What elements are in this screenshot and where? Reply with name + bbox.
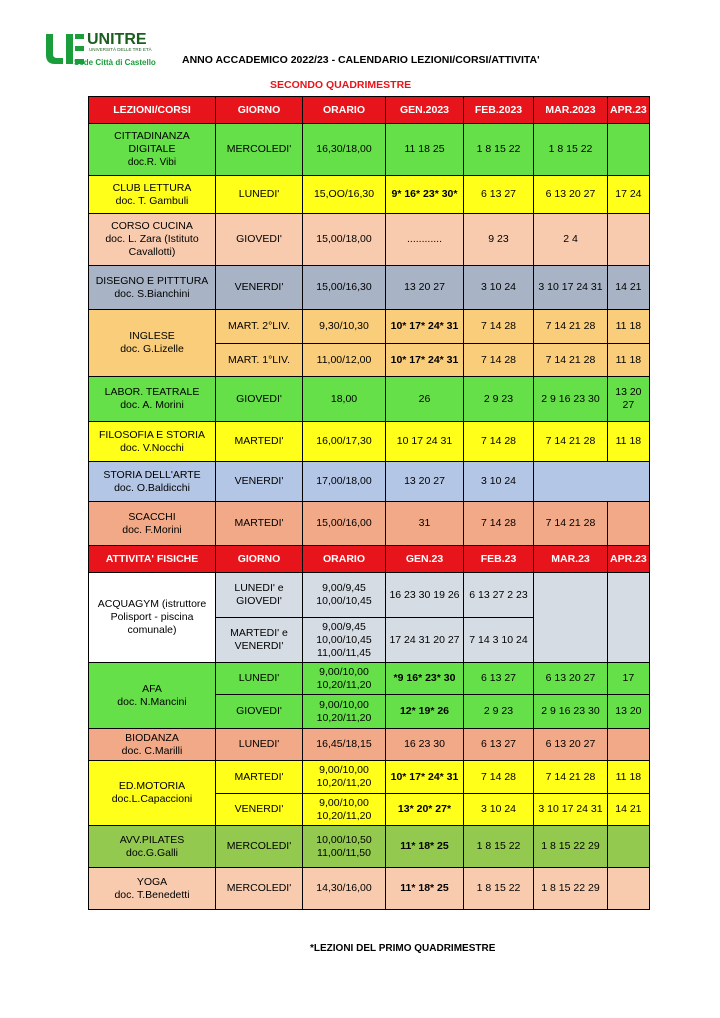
apr-cell: 17 24 bbox=[608, 176, 650, 214]
course-cell: FILOSOFIA E STORIA doc. V.Nocchi bbox=[89, 422, 216, 462]
feb-cell: 2 9 23 bbox=[464, 377, 534, 422]
day-cell: MARTEDI' bbox=[216, 761, 303, 794]
table-row bbox=[89, 868, 650, 910]
apr-cell bbox=[608, 214, 650, 266]
mar-cell: 1 8 15 22 29 bbox=[534, 868, 608, 910]
time-cell: 16,45/18,15 bbox=[303, 729, 386, 761]
feb-cell: 1 8 15 22 bbox=[464, 124, 534, 176]
gen-cell: *9 16* 23* 30 bbox=[386, 663, 464, 695]
gen-cell: 11* 18* 25 bbox=[386, 826, 464, 868]
col-header: LEZIONI/CORSI bbox=[89, 97, 216, 124]
gen-cell: 16 23 30 19 26 bbox=[386, 573, 464, 618]
col-header: GIORNO bbox=[216, 546, 303, 573]
mar-cell: 3 10 17 24 31 bbox=[534, 794, 608, 826]
course-cell: CORSO CUCINA doc. L. Zara (Istituto Cavallotti) bbox=[89, 214, 216, 266]
day-cell: VENERDI' bbox=[216, 266, 303, 310]
col-header: GEN.2023 bbox=[386, 97, 464, 124]
gen-cell: 13 20 27 bbox=[386, 266, 464, 310]
mar-cell: 7 14 21 28 bbox=[534, 422, 608, 462]
feb-cell: 7 14 28 bbox=[464, 310, 534, 344]
course-cell: DISEGNO E PITTTURA doc. S.Bianchini bbox=[89, 266, 216, 310]
course-cell: SCACCHI doc. F.Morini bbox=[89, 502, 216, 546]
header-row-activities bbox=[89, 546, 650, 573]
col-header: ORARIO bbox=[303, 546, 386, 573]
col-header: APR.23 bbox=[608, 97, 650, 124]
page-subtitle: SECONDO QUADRIMESTRE bbox=[270, 79, 412, 91]
gen-cell: 11* 18* 25 bbox=[386, 868, 464, 910]
col-header: FEB.23 bbox=[464, 546, 534, 573]
day-cell: MERCOLEDI' bbox=[216, 868, 303, 910]
apr-cell bbox=[608, 124, 650, 176]
apr-cell bbox=[608, 573, 650, 663]
course-cell: STORIA DELL'ARTE doc. O.Baldicchi bbox=[89, 462, 216, 502]
day-cell: LUNEDI' bbox=[216, 729, 303, 761]
mar-cell: 7 14 21 28 bbox=[534, 761, 608, 794]
course-cell: ACQUAGYM (istruttore Polisport - piscina comunale) bbox=[89, 573, 216, 663]
time-cell: 14,30/16,00 bbox=[303, 868, 386, 910]
feb-cell: 6 13 27 bbox=[464, 663, 534, 695]
gen-cell: 9* 16* 23* 30* bbox=[386, 176, 464, 214]
feb-cell: 6 13 27 2 23 bbox=[464, 573, 534, 618]
feb-cell: 6 13 27 bbox=[464, 176, 534, 214]
feb-cell: 7 14 3 10 24 bbox=[464, 618, 534, 663]
day-cell: GIOVEDI' bbox=[216, 214, 303, 266]
day-cell: MERCOLEDI' bbox=[216, 826, 303, 868]
feb-cell: 9 23 bbox=[464, 214, 534, 266]
mar-cell: 7 14 21 28 bbox=[534, 502, 608, 546]
course-cell: YOGA doc. T.Benedetti bbox=[89, 868, 216, 910]
unitre-logo bbox=[44, 30, 174, 72]
time-cell: 15,00/18,00 bbox=[303, 214, 386, 266]
gen-cell: 13* 20* 27* bbox=[386, 794, 464, 826]
time-cell: 9,00/9,45 10,00/10,45 11,00/11,45 bbox=[303, 618, 386, 663]
col-header: FEB.2023 bbox=[464, 97, 534, 124]
course-cell: INGLESE doc. G.Lizelle bbox=[89, 310, 216, 377]
gen-cell: 10* 17* 24* 31 bbox=[386, 310, 464, 344]
apr-cell: 11 18 bbox=[608, 344, 650, 377]
footnote: *LEZIONI DEL PRIMO QUADRIMESTRE bbox=[310, 943, 496, 954]
feb-cell: 3 10 24 bbox=[464, 794, 534, 826]
gen-cell: 10* 17* 24* 31 bbox=[386, 761, 464, 794]
course-cell: CLUB LETTURA doc. T. Gambuli bbox=[89, 176, 216, 214]
mar-cell: 3 10 17 24 31 bbox=[534, 266, 608, 310]
feb-cell: 1 8 15 22 bbox=[464, 826, 534, 868]
col-header: MAR.2023 bbox=[534, 97, 608, 124]
table-row bbox=[89, 761, 650, 794]
apr-cell bbox=[608, 502, 650, 546]
day-cell: VENERDI' bbox=[216, 794, 303, 826]
day-cell: GIOVEDI' bbox=[216, 695, 303, 729]
table-row bbox=[89, 214, 650, 266]
header-row-courses bbox=[89, 97, 650, 124]
apr-cell bbox=[608, 826, 650, 868]
table-row bbox=[89, 176, 650, 214]
apr-cell: 11 18 bbox=[608, 310, 650, 344]
feb-cell: 3 10 24 bbox=[464, 266, 534, 310]
day-cell: LUNEDI' bbox=[216, 176, 303, 214]
col-header: ORARIO bbox=[303, 97, 386, 124]
apr-cell: 11 18 bbox=[608, 761, 650, 794]
logo-sede: Sede Città di Castello bbox=[74, 58, 156, 67]
table-row bbox=[89, 310, 650, 344]
mar-cell: 2 4 bbox=[534, 214, 608, 266]
time-cell: 9,30/10,30 bbox=[303, 310, 386, 344]
calendar-table bbox=[88, 96, 650, 910]
feb-cell: 2 9 23 bbox=[464, 695, 534, 729]
mar-cell: 2 9 16 23 30 bbox=[534, 377, 608, 422]
table-row bbox=[89, 502, 650, 546]
feb-cell: 3 10 24 bbox=[464, 462, 534, 502]
col-header: APR.23 bbox=[608, 546, 650, 573]
gen-cell: 12* 19* 26 bbox=[386, 695, 464, 729]
col-header: GIORNO bbox=[216, 97, 303, 124]
mar-cell: 1 8 15 22 bbox=[534, 124, 608, 176]
mar-cell: 1 8 15 22 29 bbox=[534, 826, 608, 868]
time-cell: 16,00/17,30 bbox=[303, 422, 386, 462]
table-row bbox=[89, 422, 650, 462]
time-cell: 9,00/10,00 10,20/11,20 bbox=[303, 695, 386, 729]
col-header: GEN.23 bbox=[386, 546, 464, 573]
gen-cell: 31 bbox=[386, 502, 464, 546]
apr-cell: 14 21 bbox=[608, 266, 650, 310]
course-cell: BIODANZA doc. C.Marilli bbox=[89, 729, 216, 761]
feb-cell: 7 14 28 bbox=[464, 344, 534, 377]
time-cell: 9,00/10,00 10,20/11,20 bbox=[303, 794, 386, 826]
time-cell: 16,30/18,00 bbox=[303, 124, 386, 176]
table-row bbox=[89, 124, 650, 176]
time-cell: 15,00/16,00 bbox=[303, 502, 386, 546]
course-cell: CITTADINANZA DIGITALE doc.R. Vibi bbox=[89, 124, 216, 176]
table-row bbox=[89, 266, 650, 310]
logo-name: UNITRE bbox=[87, 31, 147, 48]
feb-cell: 7 14 28 bbox=[464, 761, 534, 794]
feb-cell: 7 14 28 bbox=[464, 422, 534, 462]
col-header: ATTIVITA' FISICHE bbox=[89, 546, 216, 573]
table-row bbox=[89, 663, 650, 695]
time-cell: 15,00/16,30 bbox=[303, 266, 386, 310]
mar-cell bbox=[534, 573, 608, 663]
apr-cell: 13 20 bbox=[608, 695, 650, 729]
table-row bbox=[89, 462, 650, 502]
day-cell: GIOVEDI' bbox=[216, 377, 303, 422]
page-title: ANNO ACCADEMICO 2022/23 - CALENDARIO LEZIONI/CORSI/ATTIVITA' bbox=[182, 54, 540, 66]
mar-apr-cell bbox=[534, 462, 650, 502]
time-cell: 17,00/18,00 bbox=[303, 462, 386, 502]
course-cell: AVV.PILATES doc.G.Galli bbox=[89, 826, 216, 868]
feb-cell: 7 14 28 bbox=[464, 502, 534, 546]
gen-cell: 16 23 30 bbox=[386, 729, 464, 761]
apr-cell: 13 20 27 bbox=[608, 377, 650, 422]
gen-cell: 17 24 31 20 27 bbox=[386, 618, 464, 663]
day-cell: MART. 1°LIV. bbox=[216, 344, 303, 377]
time-cell: 18,00 bbox=[303, 377, 386, 422]
day-cell: MARTEDI' e VENERDI' bbox=[216, 618, 303, 663]
col-header: MAR.23 bbox=[534, 546, 608, 573]
day-cell: MARTEDI' bbox=[216, 422, 303, 462]
day-cell: VENERDI' bbox=[216, 462, 303, 502]
mar-cell: 6 13 20 27 bbox=[534, 663, 608, 695]
apr-cell bbox=[608, 729, 650, 761]
table-row bbox=[89, 729, 650, 761]
feb-cell: 1 8 15 22 bbox=[464, 868, 534, 910]
day-cell: LUNEDI' e GIOVEDI' bbox=[216, 573, 303, 618]
apr-cell bbox=[608, 868, 650, 910]
gen-cell: 10* 17* 24* 31 bbox=[386, 344, 464, 377]
gen-cell: ............ bbox=[386, 214, 464, 266]
day-cell: MARTEDI' bbox=[216, 502, 303, 546]
course-cell: LABOR. TEATRALE doc. A. Morini bbox=[89, 377, 216, 422]
course-cell: ED.MOTORIA doc.L.Capaccioni bbox=[89, 761, 216, 826]
feb-cell: 6 13 27 bbox=[464, 729, 534, 761]
gen-cell: 10 17 24 31 bbox=[386, 422, 464, 462]
time-cell: 9,00/10,00 10,20/11,20 bbox=[303, 663, 386, 695]
apr-cell: 14 21 bbox=[608, 794, 650, 826]
mar-cell: 6 13 20 27 bbox=[534, 176, 608, 214]
gen-cell: 11 18 25 bbox=[386, 124, 464, 176]
table-row bbox=[89, 573, 650, 618]
day-cell: MERCOLEDI' bbox=[216, 124, 303, 176]
apr-cell: 11 18 bbox=[608, 422, 650, 462]
apr-cell: 17 bbox=[608, 663, 650, 695]
day-cell: MART. 2°LIV. bbox=[216, 310, 303, 344]
time-cell: 10,00/10,50 11,00/11,50 bbox=[303, 826, 386, 868]
time-cell: 15,OO/16,30 bbox=[303, 176, 386, 214]
mar-cell: 7 14 21 28 bbox=[534, 310, 608, 344]
mar-cell: 7 14 21 28 bbox=[534, 344, 608, 377]
mar-cell: 6 13 20 27 bbox=[534, 729, 608, 761]
logo-sub: UNIVERSITÀ DELLE TRE ETÀ bbox=[89, 47, 152, 52]
mar-cell: 2 9 16 23 30 bbox=[534, 695, 608, 729]
time-cell: 9,00/10,00 10,20/11,20 bbox=[303, 761, 386, 794]
time-cell: 11,00/12,00 bbox=[303, 344, 386, 377]
day-cell: LUNEDI' bbox=[216, 663, 303, 695]
table-row bbox=[89, 826, 650, 868]
gen-cell: 13 20 27 bbox=[386, 462, 464, 502]
table-row bbox=[89, 377, 650, 422]
gen-cell: 26 bbox=[386, 377, 464, 422]
time-cell: 9,00/9,45 10,00/10,45 bbox=[303, 573, 386, 618]
course-cell: AFA doc. N.Mancini bbox=[89, 663, 216, 729]
